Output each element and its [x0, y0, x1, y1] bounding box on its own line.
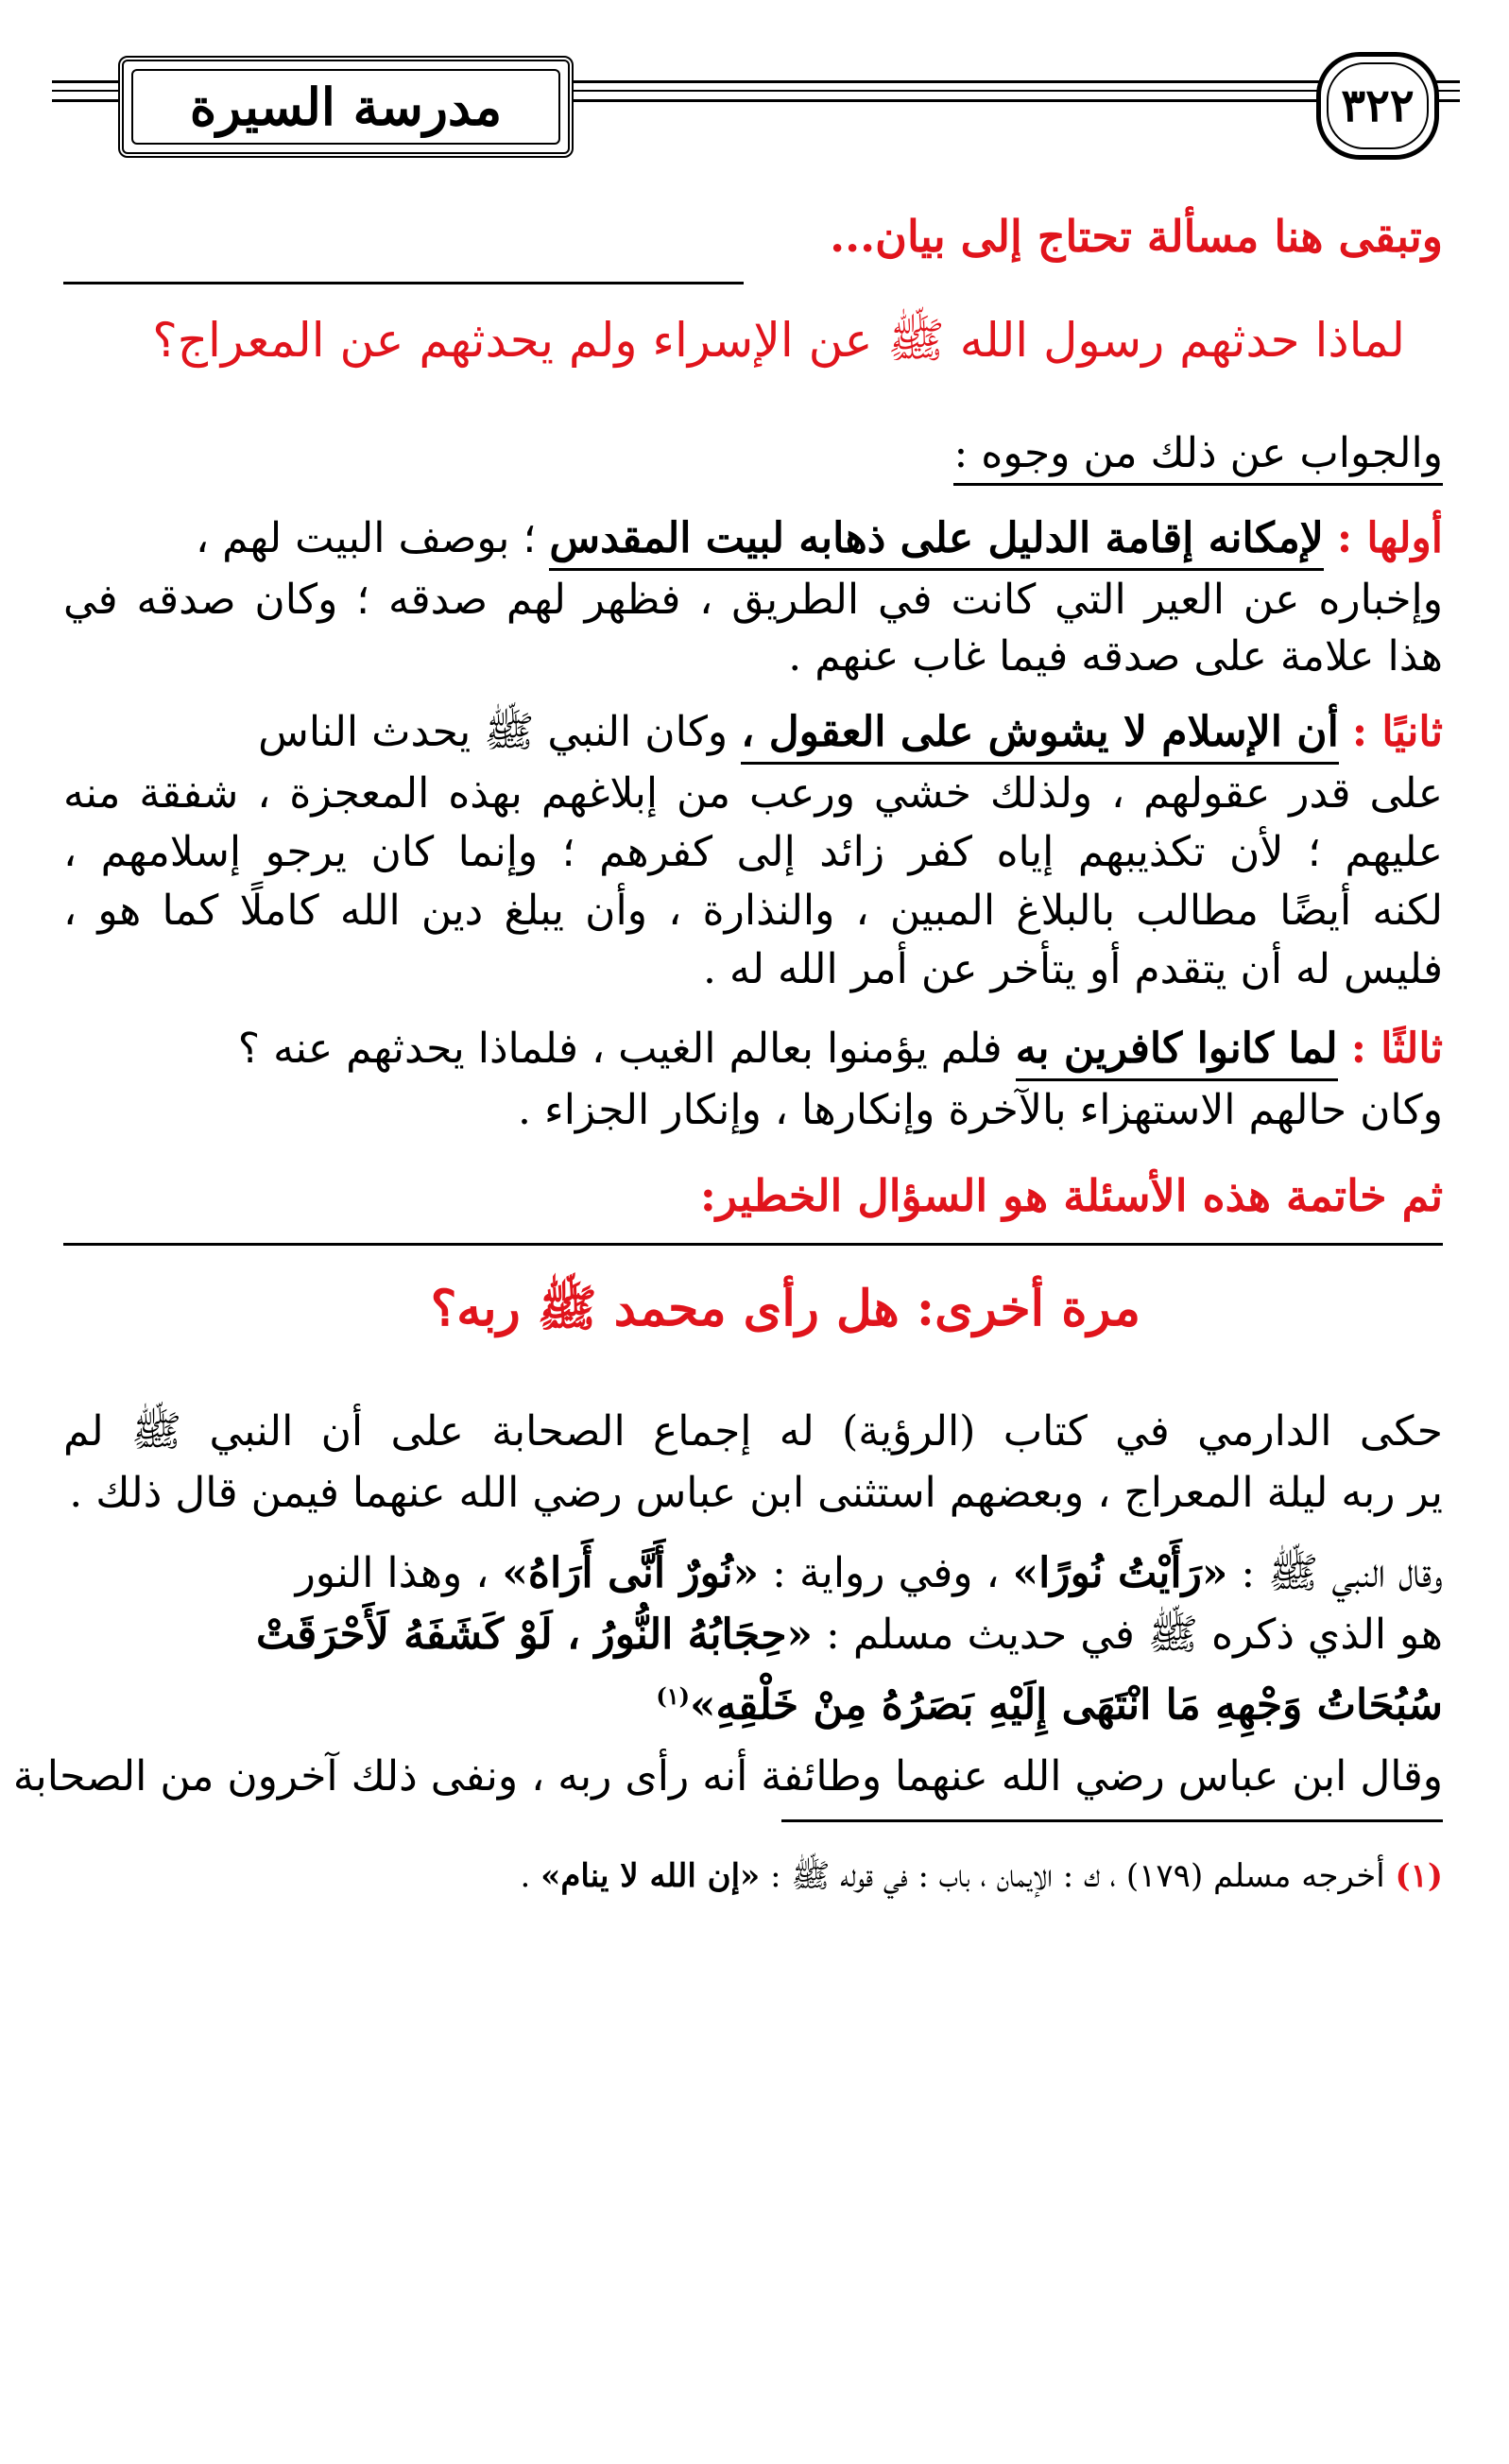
- point-2-line-1: [258, 704, 1443, 761]
- heading-remaining-issue: وتبقى هنا مسألة تحتاج إلى بيان...: [830, 211, 1443, 262]
- footnote-quote: «إن الله لا ينام»: [540, 1857, 761, 1895]
- point-1-label: أولها :: [1336, 514, 1443, 562]
- point-3-line-2: وكان حالهم الاستهزاء بالآخرة وإنكارها ، وإنكار الجزاء .: [518, 1086, 1443, 1134]
- hadith-light-how: «نُورٌ أَنَّى أَرَاهُ»: [502, 1549, 760, 1597]
- this-light: ، وهذا النور: [295, 1549, 489, 1597]
- hadith-veil-light: «حِجَابُهُ النُّورُ ، لَوْ كَشَفَهُ لَأَحْرَقَتْ: [256, 1611, 814, 1659]
- vision-paragraph-3-line-1: وقال ابن عباس رضي الله عنهما وطائفة أنه رأى ربه ، ونفى ذلك آخرون من الصحابة: [12, 1752, 1443, 1801]
- footnote-number: (١): [1395, 1857, 1443, 1895]
- book-title-cartouche: [118, 56, 574, 158]
- point-2-line-4: لكنه أيضًا مطالب بالبلاغ المبين ، والنذارة ، وأن يبلغ دين الله كاملًا كما هو ،: [63, 887, 1443, 935]
- point-2-line-3: عليهم ؛ لأن تكذيبهم إياه كفر زائد إلى كفرهم ؛ وإنما كان يرجو إسلامهم ،: [63, 828, 1443, 876]
- answer-intro: [953, 425, 1443, 482]
- hadith-saw-light: «رَأَيْتُ نُورًا»: [1012, 1549, 1228, 1597]
- narration-intro: ، وفي رواية :: [772, 1549, 1000, 1597]
- point-3-key-phrase: لما كانوا كافرين به: [1016, 1025, 1338, 1081]
- prophet-said: وقال النبي ﷺ :: [1241, 1549, 1443, 1597]
- point-2-key-phrase: أن الإسلام لا يشوش على العقول ،: [741, 708, 1339, 765]
- vision-paragraph-1-line-2: ير ربه ليلة المعراج ، وبعضهم استثنى ابن عباس رضي الله عنهما فيمن قال ذلك .: [69, 1469, 1443, 1517]
- page-number-badge: [1316, 52, 1439, 160]
- footnote-end: .: [520, 1857, 531, 1895]
- point-1-line-1: [196, 510, 1443, 567]
- heading-did-he-see: مرة أخرى: هل رأى محمد ﷺ ربه؟: [430, 1280, 1140, 1337]
- point-3-line-1: [238, 1021, 1443, 1077]
- vision-paragraph-2-line-1: [63, 1545, 1443, 1602]
- page-number: ٣٢٢: [1341, 79, 1415, 132]
- book-title: مدرسة السيرة: [189, 77, 503, 137]
- point-3-label: ثالثًا :: [1350, 1025, 1443, 1073]
- point-1-line-3: هذا علامة على صدقه فيما غاب عنهم .: [788, 632, 1443, 681]
- point-2-line-5: فليس له أن يتقدم أو يتأخر عن أمر الله له .: [703, 945, 1443, 993]
- final-question-underline: [63, 1243, 1443, 1246]
- vision-paragraph-1-line-1: حكى الدارمي في كتاب (الرؤية) له إجماع الصحابة على أن النبي ﷺ لم: [63, 1407, 1443, 1456]
- footnote: [520, 1852, 1443, 1900]
- footnote-text: أخرجه مسلم (١٧٩) ، ك : الإيمان ، باب : في قوله ﷺ :: [770, 1857, 1385, 1895]
- vision-paragraph-2-line-3: [656, 1668, 1443, 1734]
- hadith-veil-light-cont: سُبُحَاتُ وَجْهِهِ مَا انْتَهَى إِلَيْهِ بَصَرُهُ مِنْ خَلْقِهِ»: [689, 1680, 1443, 1730]
- point-2-rest: وكان النبي ﷺ يحدث الناس: [258, 708, 729, 756]
- heading-question: لماذا حدثهم رسول الله ﷺ عن الإسراء ولم يحدثهم عن المعراج؟: [152, 313, 1405, 368]
- point-2-label: ثانيًا :: [1351, 708, 1443, 756]
- point-2-line-2: على قدر عقولهم ، ولذلك خشي ورعب من إبلاغهم بهذه المعجزة ، شفقة منه: [63, 769, 1443, 818]
- footnote-separator: [781, 1819, 1443, 1822]
- point-1-key-phrase: لإمكانه إقامة الدليل على ذهابه لبيت المقدس: [549, 514, 1324, 571]
- point-3-rest: فلم يؤمنوا بعالم الغيب ، فلماذا يحدثهم عنه ؟: [237, 1025, 1003, 1073]
- point-1-rest: ؛ بوصف البيت لهم ،: [195, 514, 537, 562]
- point-1-line-2: وإخباره عن العير التي كانت في الطريق ، فظهر لهم صدقه ؛ وكان صدقه في: [63, 576, 1443, 624]
- answer-intro-text: والجواب عن ذلك من وجوه :: [953, 429, 1443, 486]
- vision-paragraph-2-line-2: [63, 1607, 1443, 1663]
- page-header: [52, 52, 1460, 156]
- footnote-reference: (١): [656, 1682, 690, 1710]
- muslim-hadith-intro: هو الذي ذكره ﷺ في حديث مسلم :: [826, 1611, 1443, 1659]
- heading-final-question: ثم خاتمة هذه الأسئلة هو السؤال الخطير:: [699, 1170, 1443, 1221]
- heading-underline: [63, 282, 744, 284]
